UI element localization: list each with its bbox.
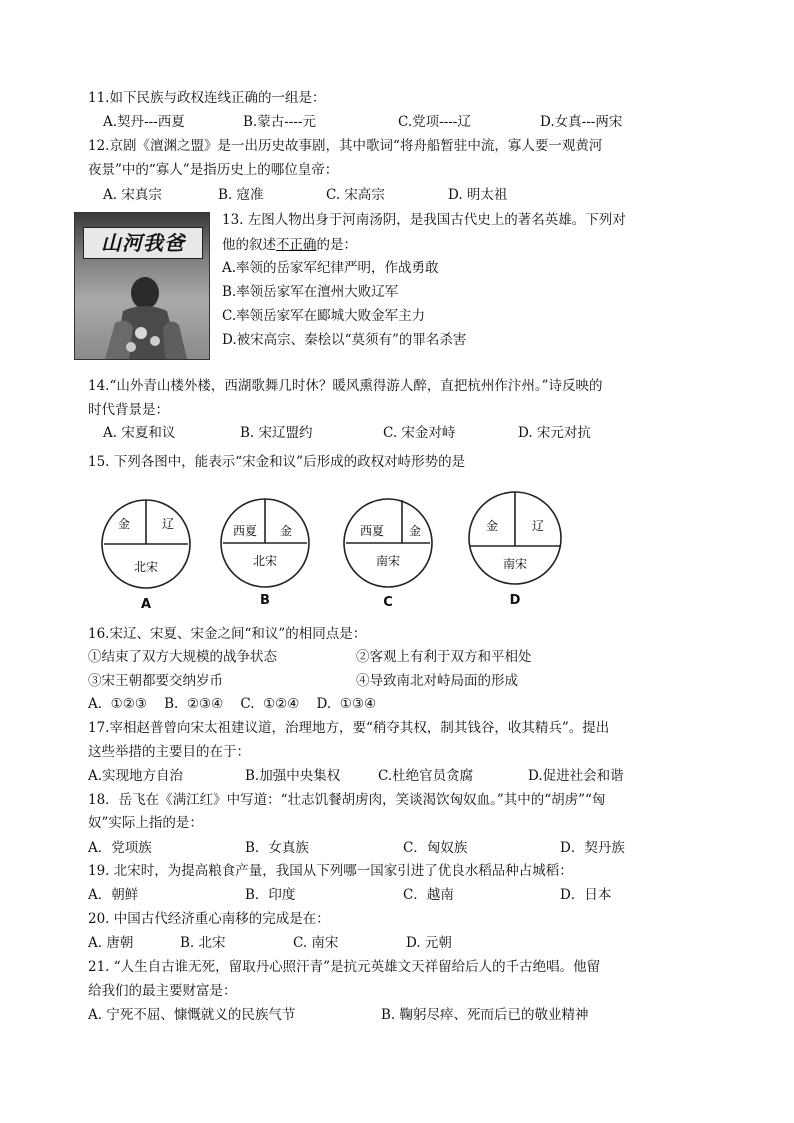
q12-stem-line1: 12.京剧《澶渊之盟》是一出历史故事剧，其中歌词“将舟船暂驻中流，寡人要一观黄河 — [88, 138, 603, 154]
q14-stem-line2: 时代背景是： — [88, 402, 169, 418]
q17-stem-line1: 17.宰相赵普曾向宋太祖建议道，治理地方，要“稍夺其权，制其钱谷，收其精兵”。提出 — [88, 720, 610, 736]
q19-option-d: D．日本 — [560, 887, 612, 903]
portrait-figure — [75, 213, 209, 359]
diagram-c — [342, 497, 434, 593]
q11-option-c: C.党项----辽 — [398, 114, 471, 130]
q13-underlined-keyword: 不正确 — [276, 237, 317, 253]
q12-option-d: D. 明太祖 — [448, 187, 508, 203]
q13-option-c: C.率领岳家军在郾城大败金军主力 — [222, 308, 426, 324]
q14-option-d: D. 宋元对抗 — [518, 425, 591, 441]
q17-option-d: D.促进社会和谐 — [528, 768, 624, 784]
diagram-b-bottom-label: 北宋 — [252, 554, 278, 568]
yue-fei-portrait — [74, 212, 210, 360]
q13-stem-line1: 13. 左图人物出身于河南汤阴，是我国古代史上的著名英雄。下列对 — [222, 212, 626, 228]
q17-option-b: B.加强中央集权 — [245, 768, 341, 784]
q15-stem: 15. 下列各图中，能表示“宋金和议”后形成的政权对峙形势的是 — [88, 454, 466, 470]
diagram-d-right-label: 辽 — [531, 519, 545, 533]
q19-option-c: C．越南 — [403, 887, 454, 903]
q18-option-d: D．契丹族 — [560, 840, 625, 856]
q17-option-c: C.杜绝官员贪腐 — [378, 768, 474, 784]
diagram-a — [100, 498, 192, 594]
q20-option-a: A. 唐朝 — [88, 935, 134, 951]
q14-option-c: C. 宋金对峙 — [383, 425, 456, 441]
diagram-d-caption: D — [509, 593, 521, 608]
q18-stem-line2: 奴”实际上指的是： — [88, 815, 203, 831]
diagram-c-right-label: 金 — [408, 524, 422, 538]
q18-option-b: B．女真族 — [245, 840, 309, 856]
q11-option-d: D.女真---两宋 — [540, 114, 623, 130]
q21-stem-line1: 21. “人生自古谁无死，留取丹心照汗青”是抗元英雄文天祥留给后人的千古绝唱。他留 — [88, 959, 601, 975]
q17-option-a: A.实现地方自治 — [88, 768, 184, 784]
diagram-d-left-label: 金 — [485, 519, 499, 533]
diagram-d-bottom-label: 南宋 — [502, 557, 528, 571]
q13-option-b: B.率领岳家军在澶州大败辽军 — [222, 284, 399, 300]
q17-stem-line2: 这些举措的主要目的在于： — [88, 744, 250, 760]
diagram-b — [219, 497, 311, 593]
q16-options: A. ①②③ B. ②③④ C. ①②④ D. ①③④ — [88, 696, 377, 712]
q11-option-a: A.契丹---西夏 — [103, 114, 185, 130]
diagram-a-left-label: 金 — [117, 517, 131, 531]
q21-option-b: B. 鞠躬尽瘁、死而后已的敬业精神 — [381, 1007, 589, 1023]
q14-stem-line1: 14.“山外青山楼外楼，西湖歌舞几时休？暖风熏得游人醉，直把杭州作汴州。”诗反映的 — [88, 378, 603, 394]
q13-stem-line2: 他的叙述不正确的是： — [222, 237, 357, 253]
q14-option-b: B. 宋辽盟约 — [240, 425, 313, 441]
q19-option-b: B．印度 — [245, 887, 296, 903]
portrait-calligraphy: 山河我爸 — [83, 227, 203, 259]
diagram-c-left-label: 西夏 — [359, 524, 385, 538]
q20-option-b: B. 北宋 — [180, 935, 226, 951]
q11-stem: 11.如下民族与政权连线正确的一组是： — [88, 90, 326, 106]
q20-stem: 20. 中国古代经济重心南移的完成是在： — [88, 911, 330, 927]
diagram-d — [467, 490, 563, 590]
q16-statement-3: ③宋王朝都要交纳岁币 — [88, 673, 223, 689]
q18-stem-line1: 18．岳飞在《满江红》中写道：“壮志饥餐胡虏肉，笑谈渴饮匈奴血。”其中的“胡虏”“匈 — [88, 792, 606, 808]
q12-option-a: A. 宋真宗 — [103, 187, 162, 203]
diagram-b-right-label: 金 — [279, 524, 293, 538]
q14-option-a: A. 宋夏和议 — [103, 425, 176, 441]
q11-option-b: B.蒙古----元 — [243, 114, 316, 130]
q16-statement-4: ④导致南北对峙局面的形成 — [356, 673, 518, 689]
diagram-c-caption: C — [383, 595, 393, 610]
q20-option-d: D. 元朝 — [406, 935, 452, 951]
q19-stem: 19. 北宋时，为提高粮食产量，我国从下列哪一国家引进了优良水稻品种占城稻： — [88, 863, 573, 879]
q21-option-a: A. 宁死不屈、慷慨就义的民族气节 — [88, 1007, 296, 1023]
diagram-a-right-label: 辽 — [161, 517, 175, 531]
q13-option-d: D.被宋高宗、秦桧以“莫须有”的罪名杀害 — [222, 332, 467, 348]
q12-option-b: B. 寇准 — [218, 187, 264, 203]
q21-stem-line2: 给我们的最主要财富是： — [88, 983, 237, 999]
q13-option-a: A.率领的岳家军纪律严明，作战勇敢 — [222, 260, 439, 276]
q12-stem-line2: 夜景”中的“寡人”是指历史上的哪位皇帝： — [88, 162, 339, 178]
q19-option-a: A．朝鲜 — [88, 887, 139, 903]
q16-statement-1: ①结束了双方大规模的战争状态 — [88, 649, 277, 665]
diagram-b-left-label: 西夏 — [232, 524, 258, 538]
diagram-b-caption: B — [260, 593, 270, 608]
q12-option-c: C. 宋高宗 — [326, 187, 385, 203]
diagram-a-caption: A — [140, 597, 152, 612]
q20-option-c: C. 南宋 — [293, 935, 339, 951]
q16-statement-2: ②客观上有利于双方和平相处 — [356, 649, 532, 665]
q18-option-c: C．匈奴族 — [403, 840, 468, 856]
diagram-c-bottom-label: 南宋 — [375, 554, 401, 568]
q16-stem: 16.宋辽、宋夏、宋金之间“和议”的相同点是： — [88, 626, 367, 642]
q18-option-a: A．党项族 — [88, 840, 152, 856]
diagram-a-bottom-label: 北宋 — [133, 560, 159, 574]
